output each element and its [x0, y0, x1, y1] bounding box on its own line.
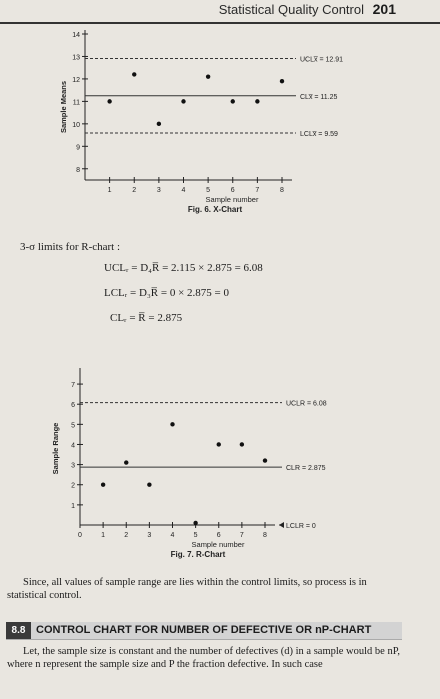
- data-point: [107, 99, 111, 103]
- x-tick-label: 6: [230, 187, 235, 194]
- x-axis-label: Sample number: [191, 540, 245, 549]
- limits-heading: 3-σ limits for R-chart :: [20, 241, 121, 253]
- y-tick-label: 7: [71, 382, 75, 390]
- x-tick-label: 2: [132, 187, 137, 194]
- y-tick-label: 14: [72, 32, 80, 39]
- data-point: [124, 460, 128, 464]
- y-tick-label: 8: [76, 166, 80, 174]
- y-tick-label: 10: [72, 121, 80, 129]
- x-tick-label: 8: [263, 532, 267, 539]
- section-title: CONTROL CHART FOR NUMBER OF DEFECTIVE OR nP-CHART: [36, 624, 372, 636]
- y-axis-label: Sample Means: [59, 80, 68, 134]
- x-tick-label: 4: [181, 187, 186, 194]
- running-title: Statistical Quality Control: [218, 2, 364, 17]
- control-line-label: UCLR = 6.08: [286, 400, 327, 408]
- data-point: [206, 74, 210, 78]
- data-point: [280, 79, 284, 83]
- control-line-label: CLR = 2.875: [286, 465, 326, 473]
- y-tick-label: 1: [71, 502, 75, 510]
- formula-cl: CLᵣ = R̅ = 2.875: [110, 312, 183, 324]
- x-tick-label: 3: [156, 187, 161, 194]
- x-tick-label: 5: [206, 187, 211, 194]
- x-tick-label: 5: [193, 532, 198, 539]
- x-tick-label: 1: [107, 187, 112, 194]
- data-point: [217, 442, 221, 446]
- y-tick-label: 6: [71, 402, 75, 410]
- data-point: [255, 99, 259, 103]
- x-axis-label: Sample number: [205, 195, 259, 204]
- x-tick-label: 4: [170, 532, 175, 539]
- x-chart: [0, 24, 440, 239]
- control-line-label: LCLR = 0: [286, 523, 316, 530]
- y-tick-label: 3: [71, 462, 75, 470]
- r-chart: [0, 352, 440, 572]
- x-tick-label: 7: [255, 187, 260, 194]
- body-paragraph: Let, the sample size is constant and the number of defectives (d) in a sample would be nP, where n represent the sample size and P the fraction defective. In such case: [7, 646, 401, 670]
- arrow-head: [279, 522, 284, 528]
- y-axis-label: Sample Range: [51, 422, 60, 475]
- y-tick-label: 12: [72, 76, 80, 84]
- x-tick-label: 1: [101, 532, 106, 539]
- data-point: [263, 458, 267, 462]
- y-tick-label: 13: [72, 54, 80, 62]
- data-point: [157, 122, 161, 126]
- x-tick-label: 8: [280, 187, 284, 194]
- y-tick-label: 11: [72, 99, 80, 107]
- r-chart-svg: [0, 352, 440, 572]
- section-number: 8.8: [6, 622, 31, 639]
- figure-caption: Fig. 6. X-Chart: [187, 205, 243, 214]
- x-tick-label: 2: [124, 532, 129, 539]
- y-tick-label: 9: [76, 144, 80, 152]
- control-line-label: UCLx̅ = 12.91: [300, 56, 343, 64]
- data-point: [101, 483, 105, 487]
- y-tick-label: 4: [71, 442, 75, 450]
- y-tick-label: 2: [71, 482, 75, 490]
- data-point: [147, 483, 151, 487]
- data-point: [170, 422, 174, 426]
- x-tick-label: 3: [147, 532, 152, 539]
- data-point: [240, 442, 244, 446]
- control-line-label: LCLx̅ = 9.59: [300, 131, 338, 139]
- data-point: [181, 99, 185, 103]
- page-number: 201: [372, 1, 396, 17]
- x-tick-label: 6: [216, 532, 221, 539]
- formula-ucl: UCLᵣ = D₄R̅ = 2.115 × 2.875 = 6.08: [104, 262, 263, 274]
- x-tick-label: 7: [239, 532, 244, 539]
- page-header: [0, 0, 440, 24]
- data-point: [132, 72, 136, 76]
- x-chart-svg: [0, 24, 440, 239]
- conclusion-paragraph: Since, all values of sample range are lies within the control limits, so process is in statistical control.: [7, 577, 367, 601]
- section-heading: [6, 622, 402, 640]
- formula-lcl: LCLᵣ = D₃R̅ = 0 × 2.875 = 0: [104, 287, 229, 299]
- y-tick-label: 5: [71, 422, 75, 430]
- data-point: [193, 521, 197, 525]
- control-line-label: CLx̅ = 11.25: [300, 93, 338, 101]
- data-point: [231, 99, 235, 103]
- figure-caption: Fig. 7. R-Chart: [170, 550, 226, 559]
- x-tick-label: 0: [78, 532, 82, 539]
